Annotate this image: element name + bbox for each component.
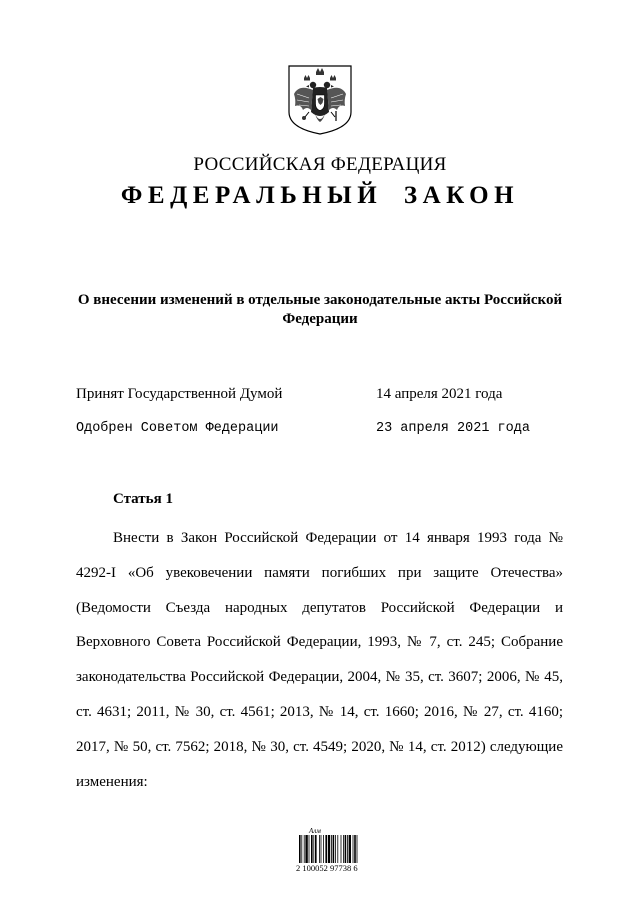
adoption-date: 23 апреля 2021 года — [376, 421, 530, 436]
law-title: О внесении изменений в отдельные законодательные акты Российской Федерации — [77, 292, 563, 327]
article-heading: Статья 1 — [113, 491, 173, 507]
document-type-heading: ФЕДЕРАЛЬНЫЙ ЗАКОН — [120, 182, 520, 209]
barcode-mark: Алм — [309, 827, 321, 835]
barcode-bars — [299, 835, 383, 863]
adoption-date: 14 апреля 2021 года — [376, 386, 503, 402]
article-body-text: Внести в Закон Российской Федерации от 14 января 1993 года № 4292-I «Об увековечении памяти погибших при защите Отечества» (Ведомости Съезда народных депутатов Российской Федерации и Верховного Совета Российской Федерации, 1993, № 7, ст. 245; Собрание законодательства Российской Федерации, 2004, № 35, ст. 3607; 2006, № 45, ст. 4631; 2011, № 30, ст. 4561; 2013, № 14, ст. 1660; 2016, № 27, ст. 4160; 2017, № 50, ст. 7562; 2018, № 30, ст. 4549; 2020, № 14, ст. 2012) следующие изменения: — [76, 530, 563, 790]
russian-coat-of-arms-icon — [287, 64, 353, 136]
adoption-label: Принят Государственной Думой — [76, 386, 283, 402]
barcode-number: 2 100052 97738 6 — [296, 863, 358, 873]
country-name: РОССИЙСКАЯ ФЕДЕРАЦИЯ — [193, 154, 447, 175]
adoption-label: Одобрен Советом Федерации — [76, 421, 279, 436]
barcode — [296, 827, 386, 877]
